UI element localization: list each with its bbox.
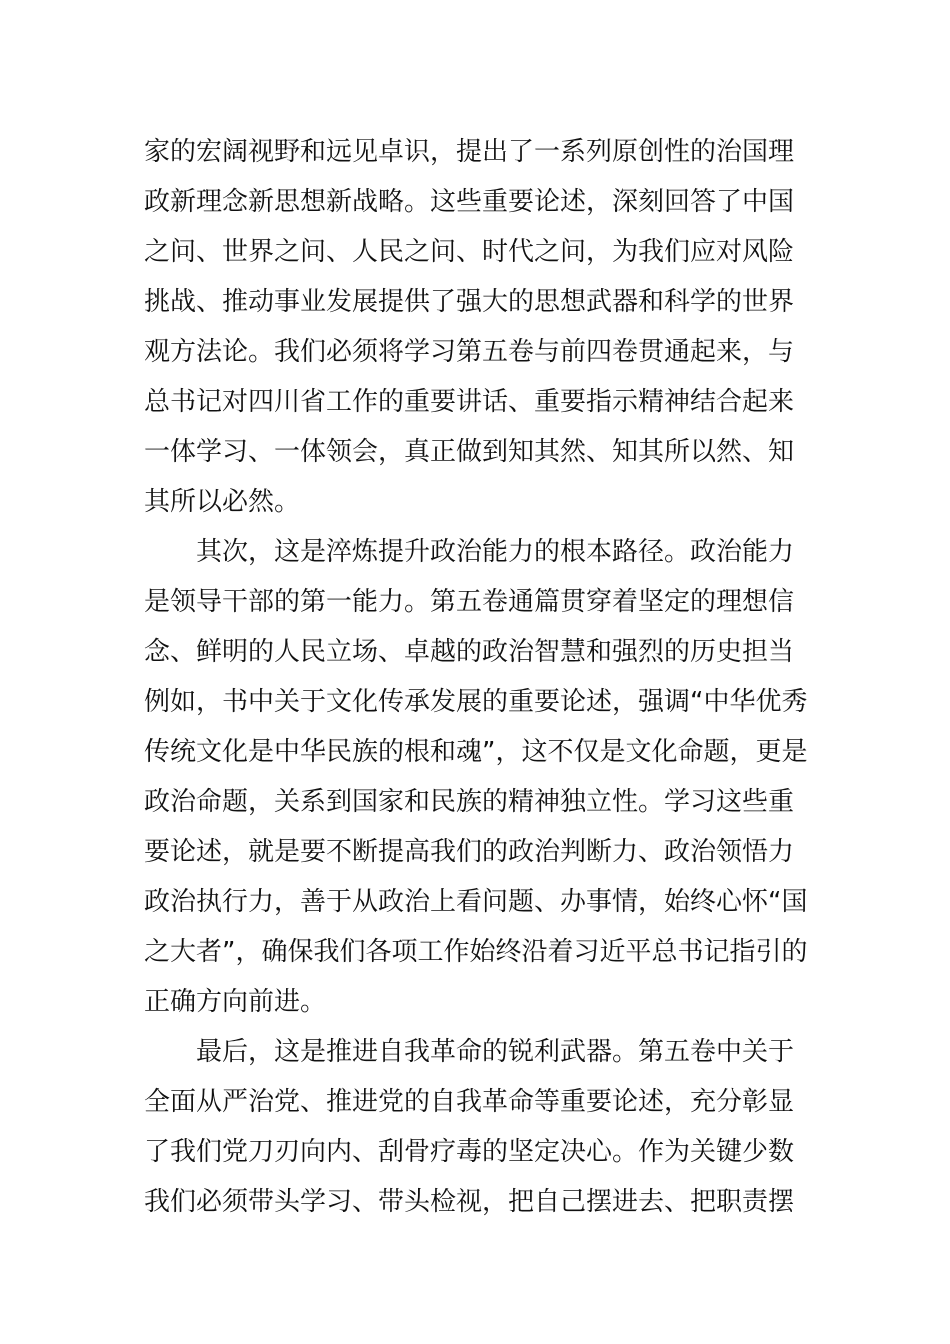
paragraph-start-line: 其次，这是淬炼提升政治能力的根本路径。政治能力 bbox=[196, 537, 795, 567]
text-line: 其所以必然。 bbox=[144, 487, 301, 517]
paragraph-start-line: 最后，这是推进自我革命的锐利武器。第五卷中关于 bbox=[196, 1037, 795, 1067]
text-line: 念、鲜明的人民立场、卓越的政治智慧和强烈的历史担当 bbox=[144, 637, 795, 667]
text-line: 全面从严治党、推进党的自我革命等重要论述，充分彰显 bbox=[144, 1087, 795, 1117]
text-line: 之大者”，确保我们各项工作始终沿着习近平总书记指引的 bbox=[144, 937, 808, 967]
text-line: 挑战、推动事业发展提供了强大的思想武器和科学的世界 bbox=[144, 287, 795, 317]
text-line: 我们必须带头学习、带头检视，把自己摆进去、把职责摆 bbox=[144, 1187, 795, 1217]
document-body bbox=[144, 127, 810, 1227]
text-line: 政新理念新思想新战略。这些重要论述，深刻回答了中国 bbox=[144, 187, 795, 217]
text-line: 了我们党刀刃向内、刮骨疗毒的坚定决心。作为关键少数 bbox=[144, 1137, 795, 1167]
text-line: 要论述，就是要不断提高我们的政治判断力、政治领悟力 bbox=[144, 837, 795, 867]
text-line: 观方法论。我们必须将学习第五卷与前四卷贯通起来，与 bbox=[144, 337, 795, 367]
text-line: 家的宏阔视野和远见卓识，提出了一系列原创性的治国理 bbox=[144, 137, 795, 167]
text-line: 政治执行力，善于从政治上看问题、办事情，始终心怀“国 bbox=[144, 887, 808, 917]
text-line: 例如，书中关于文化传承发展的重要论述，强调“中华优秀 bbox=[144, 687, 808, 717]
text-line: 是领导干部的第一能力。第五卷通篇贯穿着坚定的理想信 bbox=[144, 587, 795, 617]
text-line: 总书记对四川省工作的重要讲话、重要指示精神结合起来 bbox=[144, 387, 795, 417]
text-line: 传统文化是中华民族的根和魂”，这不仅是文化命题，更是 bbox=[144, 737, 808, 767]
text-line: 正确方向前进。 bbox=[144, 987, 327, 1017]
text-line: 一体学习、一体领会，真正做到知其然、知其所以然、知 bbox=[144, 437, 795, 467]
text-line: 之问、世界之问、人民之问、时代之问，为我们应对风险 bbox=[144, 237, 795, 267]
text-line: 政治命题，关系到国家和民族的精神独立性。学习这些重 bbox=[144, 787, 795, 817]
